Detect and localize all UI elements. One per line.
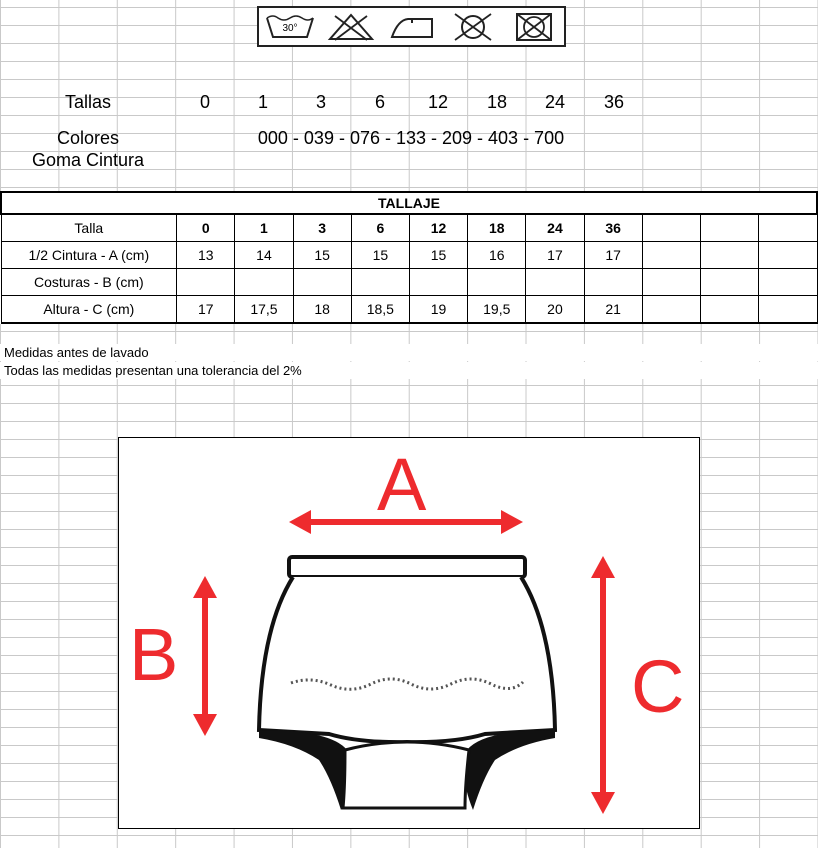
size-cell: 0 (177, 214, 235, 242)
wash-30-icon (264, 12, 316, 42)
table-cell: 17,5 (235, 296, 293, 324)
label-a: A (377, 443, 427, 526)
table-cell: 13 (177, 242, 235, 269)
talla-value: 3 (315, 92, 326, 112)
tallaje-title: TALLAJE (1, 192, 817, 214)
crotch-panel (343, 742, 469, 808)
table-cell (700, 269, 758, 296)
table-cell (351, 269, 409, 296)
table-cell: 17 (584, 242, 642, 269)
talla-value: 12 (427, 92, 449, 112)
table-cell: 17 (177, 296, 235, 324)
table-cell: 15 (409, 242, 467, 269)
care-icons-box (257, 6, 566, 47)
no-bleach-icon (325, 12, 377, 42)
table-cell: 18,5 (351, 296, 409, 324)
table-cell (642, 242, 700, 269)
arrow-b (193, 576, 217, 736)
table-cell (759, 242, 817, 269)
garment-body (259, 577, 555, 742)
talla-label: Talla (1, 214, 177, 242)
table-header-row (1, 214, 817, 242)
table-cell: 16 (468, 242, 526, 269)
iron-icon (386, 12, 438, 42)
tallas-label: Tallas (64, 92, 112, 112)
svg-text:30°: 30° (281, 22, 298, 34)
table-cell: 19,5 (468, 296, 526, 324)
table-cell (759, 296, 817, 324)
table-cell: 18 (293, 296, 351, 324)
table-cell: 19 (409, 296, 467, 324)
colores-label: Colores (56, 128, 120, 148)
talla-value: 1 (257, 92, 268, 112)
table-cell (700, 242, 758, 269)
talla-value: 24 (544, 92, 566, 112)
table-cell (293, 269, 351, 296)
table-cell: 17 (526, 242, 584, 269)
table-cell (235, 269, 293, 296)
table-cell (177, 269, 235, 296)
table-cell (409, 269, 467, 296)
size-cell (642, 214, 700, 242)
table-cell (526, 269, 584, 296)
size-cell: 36 (584, 214, 642, 242)
table-cell (759, 269, 817, 296)
size-cell: 12 (409, 214, 467, 242)
colores-value: 000 - 039 - 076 - 133 - 209 - 403 - 700 (257, 128, 565, 148)
tallaje-table (0, 191, 818, 324)
table-cell (642, 269, 700, 296)
note-tolerance: Todas las medidas presentan una tolerancia del 2% (0, 362, 818, 379)
table-row (1, 296, 817, 324)
leg-left (259, 730, 350, 810)
label-c: C (631, 645, 685, 728)
size-cell: 3 (293, 214, 351, 242)
talla-value: 6 (374, 92, 385, 112)
row-label: 1/2 Cintura - A (cm) (1, 242, 177, 269)
size-cell: 24 (526, 214, 584, 242)
size-cell: 1 (235, 214, 293, 242)
table-cell: 15 (293, 242, 351, 269)
row-label: Costuras - B (cm) (1, 269, 177, 296)
size-cell (759, 214, 817, 242)
table-cell (468, 269, 526, 296)
table-cell: 21 (584, 296, 642, 324)
talla-value: 0 (199, 92, 210, 112)
table-cell: 20 (526, 296, 584, 324)
size-cell: 18 (468, 214, 526, 242)
leg-right (464, 730, 555, 810)
measurement-diagram (118, 437, 700, 829)
table-row (1, 269, 817, 296)
goma-cintura-label: Goma Cintura (31, 150, 145, 170)
size-cell (700, 214, 758, 242)
table-cell: 14 (235, 242, 293, 269)
note-before-wash: Medidas antes de lavado (0, 344, 818, 361)
table-cell: 15 (351, 242, 409, 269)
label-b: B (129, 613, 179, 696)
waistband (289, 557, 525, 577)
table-row (1, 242, 817, 269)
arrow-c (591, 556, 615, 814)
talla-value: 18 (486, 92, 508, 112)
table-cell (584, 269, 642, 296)
row-label: Altura - C (cm) (1, 296, 177, 324)
talla-value: 36 (603, 92, 625, 112)
no-tumble-dry-icon (447, 12, 499, 42)
table-cell (700, 296, 758, 324)
size-cell: 6 (351, 214, 409, 242)
no-dry-clean-icon (508, 12, 560, 42)
table-cell (642, 296, 700, 324)
